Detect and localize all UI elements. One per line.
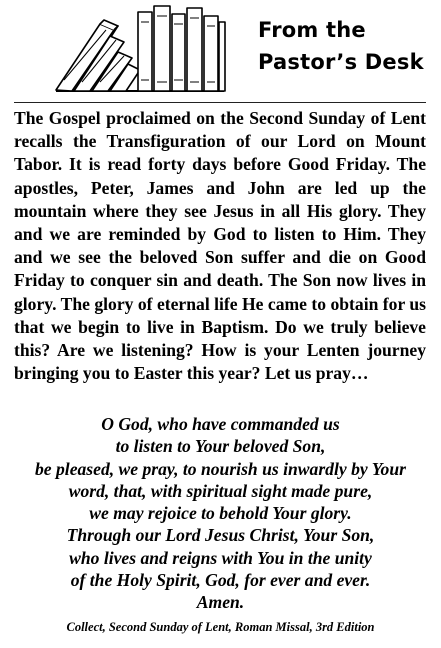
header-title — [258, 14, 424, 78]
citation: Collect, Second Sunday of Lent, Roman Missal, 3rd Edition — [66, 620, 375, 634]
article-body: The Gospel proclaimed on the Second Sunday of Lent recalls the Transfiguration of our Lord on Mount Tabor. It is read forty days before Good Friday. The apostles, Peter, James and John are led up the mountain where they see Jesus in all His glory. They and we are reminded by God to listen to Him. They and we see the beloved Son suffer and die on Good Friday to conquer sin and death. The Son now lives in glory. The glory of eternal life He came to obtain for us that we begin to live in Baptism. Do we truly believe this? Are we listening? How is your Lenten journey bringing you to Easter this year? Let us pray… — [14, 108, 426, 384]
prayer-line: O God, who have commanded us — [101, 414, 340, 434]
prayer — [0, 413, 441, 614]
prayer-line: word, that, with spiritual sight made pure, — [68, 480, 373, 501]
books-icon — [52, 2, 230, 94]
prayer-line: Through our Lord Jesus Christ, Your Son, — [66, 525, 375, 546]
header — [0, 0, 441, 100]
prayer-line: be pleased, we pray, to nourish us inwardly by Your — [35, 458, 406, 479]
prayer-line: who lives and reigns with You in the unity — [69, 547, 372, 568]
prayer-line: of the Holy Spirit, God, for ever and ever. — [70, 570, 371, 591]
prayer-line: we may rejoice to behold Your glory. — [89, 503, 352, 524]
prayer-amen: Amen. — [196, 592, 245, 613]
header-title-line2: Pastor’s Desk — [258, 50, 424, 74]
header-title-line1: From the — [258, 18, 366, 42]
divider — [14, 102, 426, 103]
prayer-line: to listen to Your beloved Son, — [115, 436, 326, 457]
